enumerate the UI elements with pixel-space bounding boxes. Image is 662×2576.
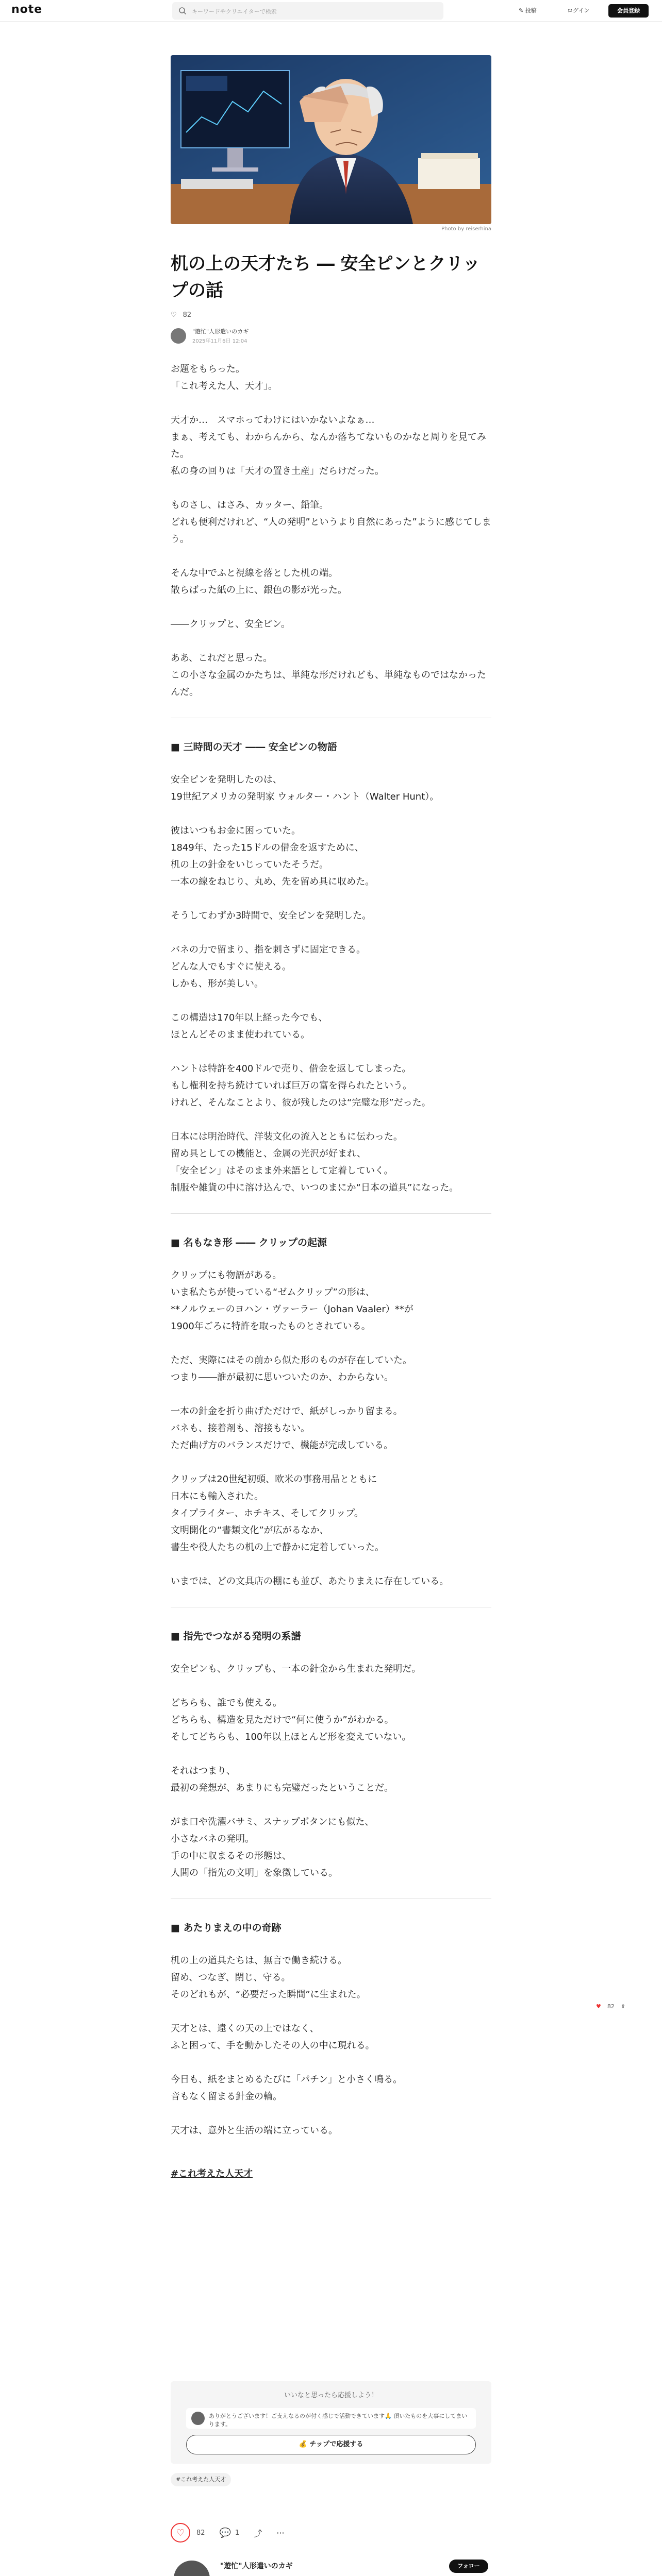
floating-like-count: 82 <box>607 2003 615 2010</box>
like-action <box>171 2523 205 2543</box>
hero-illustration <box>171 55 491 224</box>
like-button[interactable] <box>171 2523 190 2543</box>
publish-date: 2025年11月6日 12:04 <box>192 338 247 344</box>
tip-icon: 💰 <box>299 2441 307 2448</box>
article-like-count: 82 <box>183 311 192 319</box>
section-heading: ■ あたりまえの中の奇跡 <box>171 1899 491 1937</box>
hashtag-chip[interactable]: #これ考えた人天才 <box>171 2473 231 2486</box>
author-card-avatar[interactable] <box>174 2561 210 2576</box>
paragraph: クリップにも物語がある。 いま私たちが使っている“ゼムクリップ”の形は、 **ノルウェーのヨハン・ヴァーラー（Johan Vaaler）**が 1900年ごろに特許を取ったものとされている。 <box>171 1270 413 1332</box>
comment-action <box>220 2528 240 2538</box>
paragraph: 安全ピンを発明したのは、 19世紀アメリカの発明家 ウォルター・ハント（Walter Hunt）。 <box>171 774 439 802</box>
paragraph: 彼はいつもお金に困っていた。 1849年、たった15ドルの借金を返すために、 机の上の針金をいじっていたそうだ。 一本の線をねじり、丸め、先を留め具に収めた。 <box>171 825 375 887</box>
signup-button[interactable]: 会員登録 <box>608 4 649 18</box>
note-logo[interactable]: note <box>11 3 43 16</box>
comment-count: 1 <box>235 2529 240 2537</box>
section-heading: ■ 三時間の天才 ―― 安全ピンの物語 <box>171 718 491 756</box>
search-box[interactable] <box>172 2 443 20</box>
paragraph: がま口や洗濯バサミ、スナップボタンにも似た、 小さなバネの発明。 手の中に収まるその形態は、 人間の「指先の文明」を象徴している。 <box>171 1817 374 1878</box>
article <box>171 55 491 2182</box>
author-name[interactable]: "遊忙"人形遣いのカギ <box>192 328 249 335</box>
heart-icon[interactable]: ♡ <box>171 311 177 319</box>
paragraph: 天才とは、遠くの天の上ではなく、 ふと困って、手を動かしたその人の中に現れる。 <box>171 2023 375 2051</box>
site-header <box>0 0 662 22</box>
tip-button[interactable] <box>186 2435 476 2454</box>
comment-icon[interactable]: 💬 <box>219 2527 231 2538</box>
paragraph: お題をもらった。 「これ考えた人、天才」。 <box>171 364 277 392</box>
paragraph: そんな中でふと視線を落とした机の端。 散らばった紙の上に、銀色の影が光った。 <box>171 568 347 596</box>
post-label: 投稿 <box>525 7 537 14</box>
article-like-row <box>171 311 491 319</box>
article-body <box>171 361 491 2182</box>
share-icon[interactable]: ⤴ <box>254 2528 262 2538</box>
paragraph: どちらも、誰でも使える。 どちらも、構造を見ただけで“何に使うか”がわかる。 そしてどちらも、100年以上ほとんど形を変えていない。 <box>171 1698 411 1742</box>
paragraph: ものさし、はさみ、カッター、鉛筆。 どれも便利だけれど、“人の発明”というより自然にあった”ように感じてしまう。 <box>171 500 491 545</box>
heart-outline-icon: ♡ <box>176 2527 185 2538</box>
tip-label: チップで応援する <box>309 2441 363 2448</box>
author-avatar[interactable] <box>171 328 186 344</box>
paragraph: ――クリップと、安全ピン。 <box>171 619 290 630</box>
login-link[interactable]: ログイン <box>567 7 590 14</box>
paragraph: バネの力で留まり、指を刺さずに固定できる。 どんな人でもすぐに使える。 しかも、形が美しい。 <box>171 944 366 989</box>
paragraph: 日本には明治時代、洋装文化の流入とともに伝わった。 留め具としての機能と、金属の光沢が好まれ、 「安全ピン」はそのまま外来語として定着していく。 制服や雑貨の中に溶け込んで、いつのまにか“日本の道具”になった。 <box>171 1131 459 1193</box>
follow-button[interactable]: フォロー <box>449 2560 488 2573</box>
paragraph: 天才か… スマホってわけにはいかないよなぁ… まぁ、考えても、わからんから、なんか落ちてないものかなと周りを見てみた。 私の身の回りは「天才の置き土産」だらけだった。 <box>171 415 486 477</box>
support-box <box>171 2381 491 2464</box>
hero-image <box>171 55 491 224</box>
author-byline <box>171 327 491 344</box>
paragraph: そうしてわずか3時間で、安全ピンを発明した。 <box>171 910 372 921</box>
support-message-text: ありがとうございます！ご支えなるのが付く感じで活動できています🙏 頂いたものを大事にしてまいります。 <box>209 2413 468 2428</box>
action-row <box>171 2522 491 2543</box>
paragraph: 天才は、意外と生活の端に立っている。 <box>171 2125 338 2136</box>
search-placeholder: キーワードやクリエイターで検索 <box>192 8 277 15</box>
paragraph: クリップは20世紀初頭、欧米の事務用品とともに 日本にも輸入された。 タイプライター、ホチキス、そしてクリップ。 文明開化の“書類文化”が広がるなか、 書生や役人たちの机の上で静かに定着していった。 <box>171 1474 384 1553</box>
floating-heart-icon[interactable]: ♥ <box>596 2003 601 2010</box>
more-icon[interactable]: ··· <box>276 2528 285 2538</box>
section-heading: ■ 指先でつながる発明の系譜 <box>171 1607 491 1645</box>
paragraph: この構造は170年以上経った今でも、 ほとんどそのまま使われている。 <box>171 1012 328 1040</box>
article-title: 机の上の天才たち ― 安全ピンとクリップの話 <box>171 253 481 301</box>
author-card <box>171 2555 491 2576</box>
paragraph: それはつまり、 最初の発想が、あまりにも完璧だったということだ。 <box>171 1766 393 1793</box>
author-card-name[interactable]: "遊忙"人形遣いのカギ <box>220 2562 293 2570</box>
like-count: 82 <box>196 2529 205 2537</box>
hashtag-link[interactable]: #これ考えた人天才 <box>171 2168 253 2179</box>
paragraph: 机の上の道具たちは、無言で働き続ける。 留め、つなぎ、閉じ、守る。 そのどれもが、“必要だった瞬間”に生まれた。 <box>171 1955 366 2000</box>
post-button[interactable]: ✎ 投稿 <box>519 7 537 14</box>
photo-credit: Photo by reiserhina <box>441 226 491 232</box>
paragraph: いまでは、どの文具店の棚にも並び、あたりまえに存在している。 <box>171 1576 449 1587</box>
paragraph: ただ、実際にはその前から似た形のものが存在していた。 つまり――誰が最初に思いついたのか、わからない。 <box>171 1355 412 1383</box>
paragraph: 今日も、紙をまとめるたびに「パチン」と小さく鳴る。 音もなく留まる針金の輪。 <box>171 2074 403 2102</box>
paragraph: ハントは特許を400ドルで売り、借金を返してしまった。 もし権利を持ち続けていれば巨万の富を得られたという。 けれど、そんなことより、彼が残したのは“完璧な形”だった。 <box>171 1063 431 1108</box>
paragraph: 一本の針金を折り曲げただけで、紙がしっかり留まる。 バネも、接着剤も、溶接もない。 ただ曲げ方のバランスだけで、機能が完成している。 <box>171 1406 403 1451</box>
paragraph: ああ、これだと思った。 この小さな金属のかたちは、単純な形だけれども、単純なものではなかったんだ。 <box>171 653 486 698</box>
paragraph: 安全ピンも、クリップも、一本の針金から生まれた発明だ。 <box>171 1664 421 1674</box>
support-message <box>186 2408 476 2429</box>
floating-share-icon[interactable]: ⇪ <box>620 2003 626 2010</box>
support-heading: いいなと思ったら応援しよう！ <box>284 2392 378 2399</box>
floating-like <box>596 2003 625 2010</box>
support-avatar <box>191 2412 205 2425</box>
search-icon <box>178 7 187 15</box>
section-heading: ■ 名もなき形 ―― クリップの起源 <box>171 1213 491 1251</box>
